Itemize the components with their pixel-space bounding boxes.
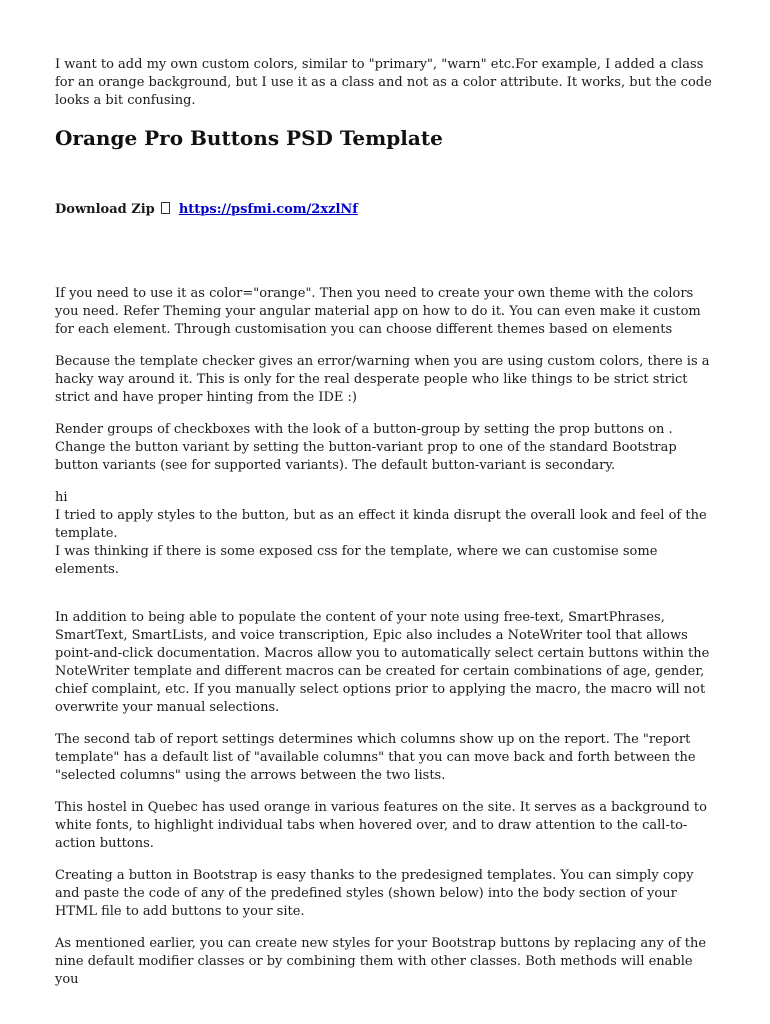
- paragraph-checkbox-groups: Render groups of checkboxes with the look of a button-group by setting the prop buttons on . Change the button variant by setting the button-variant prop to one of the standard Bootstrap button variants (see for supported variants). The default button-variant is secondary.: [55, 422, 677, 473]
- paragraph-report-settings: The second tab of report settings determines which columns show up on the report. The "report template" has a default list of "available columns" that you can move back and forth between the "selected columns" using the arrows between the two lists.: [55, 732, 696, 783]
- download-label: Download Zip: [55, 202, 155, 217]
- paragraph-theme: If you need to use it as color="orange". Then you need to create your own theme with the colors you need. Refer Theming your angular material app on how to do it. You can even make it custom for each element. Through customisation you can choose different themes based on elements: [55, 286, 701, 337]
- download-link[interactable]: https://psfmi.com/2xzlNf: [178, 202, 358, 217]
- paragraph-bootstrap-button: Creating a button in Bootstrap is easy thanks to the predesigned templates. You can simply copy and paste the code of any of the predefined styles (shown below) into the body section of your HTML file to add buttons to your site.: [55, 868, 694, 919]
- paragraph-template-checker: Because the template checker gives an error/warning when you are using custom colors, there is a hacky way around it. This is only for the real desperate people who like things to be strict strict strict and have proper hinting from the IDE :): [55, 354, 710, 405]
- paragraph-hostel: This hostel in Quebec has used orange in various features on the site. It serves as a background to white fonts, to highlight individual tabs when hovered over, and to draw attention to the call-to-action buttons.: [55, 800, 707, 851]
- document-page: [55, 56, 720, 989]
- comment-line-1: hi: [55, 490, 68, 505]
- arrow-icon: [161, 202, 170, 214]
- download-line: [55, 201, 720, 219]
- comment-block: [55, 489, 720, 579]
- paragraph-bootstrap-styles: As mentioned earlier, you can create new styles for your Bootstrap buttons by replacing any of the nine default modifier classes or by combining them with other classes. Both methods will enable you: [55, 936, 707, 987]
- paragraph-notewriter: In addition to being able to populate the content of your note using free-text, SmartPhrases, SmartText, SmartLists, and voice transcription, Epic also includes a NoteWriter tool that allows point-and-click documentation. Macros allow you to automatically select certain buttons within the NoteWriter template and different macros can be created for certain combinations of age, gender, chief complaint, etc. If you manually select options prior to applying the macro, the macro will not overwrite your manual selections.: [55, 610, 710, 715]
- intro-paragraph: I want to add my own custom colors, similar to "primary", "warn" etc.For example, I added a class for an orange background, but I use it as a class and not as a color attribute. It works, but the code looks a bit confusing.: [55, 57, 712, 108]
- comment-line-3: I was thinking if there is some exposed css for the template, where we can customise some elements.: [55, 544, 658, 577]
- comment-line-2: I tried to apply styles to the button, but as an effect it kinda disrupt the overall look and feel of the template.: [55, 508, 707, 541]
- page-title: Orange Pro Buttons PSD Template: [55, 126, 443, 150]
- spacer: [55, 219, 720, 285]
